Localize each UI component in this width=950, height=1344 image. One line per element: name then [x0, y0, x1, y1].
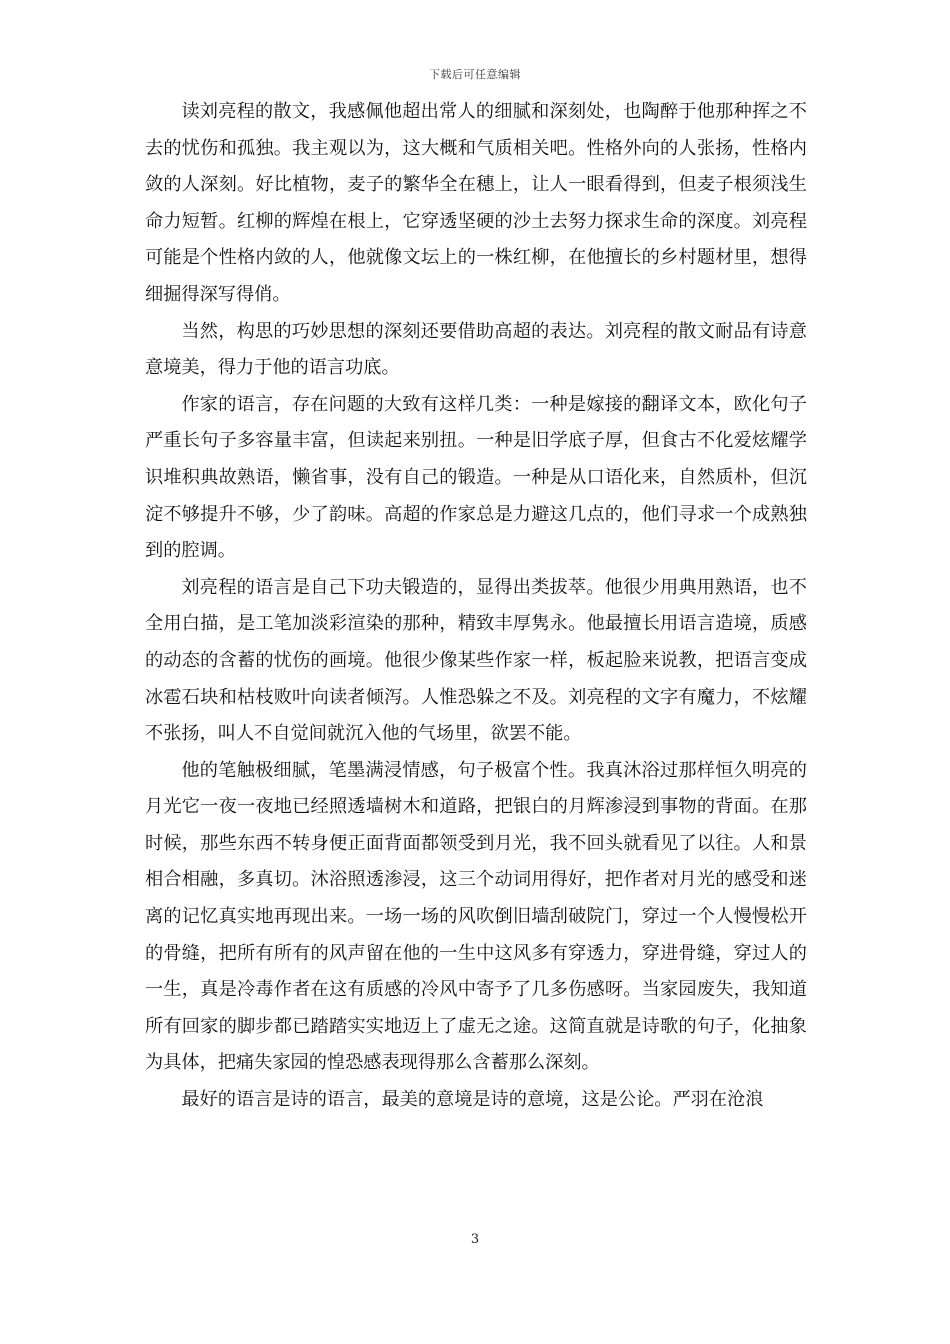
page-header: 下载后可任意编辑: [429, 68, 521, 81]
paragraph: 读刘亮程的散文，我感佩他超出常人的细腻和深刻处，也陶醉于他那种挥之不去的忧伤和孤独。我主观以为，这大概和气质相关吧。性格外向的人张扬，性格内敛的人深刻。好比植物，麦子的繁华全在穗上，让人一眼看得到，但麦子根须浅生命力短暂。红柳的辉煌在根上，它穿透坚硬的沙土去努力探求生命的深度。刘亮程可能是个性格内敛的人，他就像文坛上的一株红柳，在他擅长的乡村题材里，想得细掘得深写得俏。: [145, 101, 807, 305]
paragraph: 他的笔触极细腻，笔墨满浸情感，句子极富个性。我真沐浴过那样恒久明亮的月光它一夜一夜地已经照透墙树木和道路，把银白的月辉渗浸到事物的背面。在那时候，那些东西不转身便正面背面都领受到月光，我不回头就看见了以往。人和景相合相融，多真切。沐浴照透渗浸，这三个动词用得好，把作者对月光的感受和迷离的记忆真实地再现出来。一场一场的风吹倒旧墙刮破院门，穿过一个人慢慢松开的骨缝，把所有所有的风声留在他的一生中这风多有穿透力，穿进骨缝，穿过人的一生，真是冷毒作者在这有质感的冷风中寄予了几多伤感呀。当家园废失，我知道所有回家的脚步都已踏踏实实地迈上了虚无之途。这简直就是诗歌的句子，化抽象为具体，把痛失家园的惶恐感表现得那么含蓄那么深刻。: [145, 759, 807, 1074]
paragraph: 刘亮程的语言是自己下功夫锻造的，显得出类拔萃。他很少用典用熟语，也不全用白描，是工笔加淡彩渲染的那种，精致丰厚隽永。他最擅长用语言造境，质感的动态的含蓄的忧伤的画境。他很少像某些作家一样，板起脸来说教，把语言变成冰雹石块和枯枝败叶向读者倾泻。人惟恐躲之不及。刘亮程的文字有魔力，不炫耀不张扬，叫人不自觉间就沉入他的气场里，欲罢不能。: [145, 576, 807, 745]
page-number: 3: [470, 1232, 480, 1247]
paragraph: 当然，构思的巧妙思想的深刻还要借助高超的表达。刘亮程的散文耐品有诗意意境美，得力于他的语言功底。: [145, 320, 807, 379]
paragraph: 作家的语言，存在问题的大致有这样几类：一种是嫁接的翻译文本，欧化句子严重长句子多容量丰富，但读起来别扭。一种是旧学底子厚，但食古不化爱炫耀学识堆积典故熟语，懒省事，没有自己的锻造。一种是从口语化来，自然质朴，但沉淀不够提升不够，少了韵味。高超的作家总是力避这几点的，他们寻求一个成熟独到的腔调。: [145, 393, 807, 562]
document-body: [145, 94, 807, 1119]
paragraph: 最好的语言是诗的语言，最美的意境是诗的意境，这是公论。严羽在沧浪: [181, 1089, 764, 1111]
